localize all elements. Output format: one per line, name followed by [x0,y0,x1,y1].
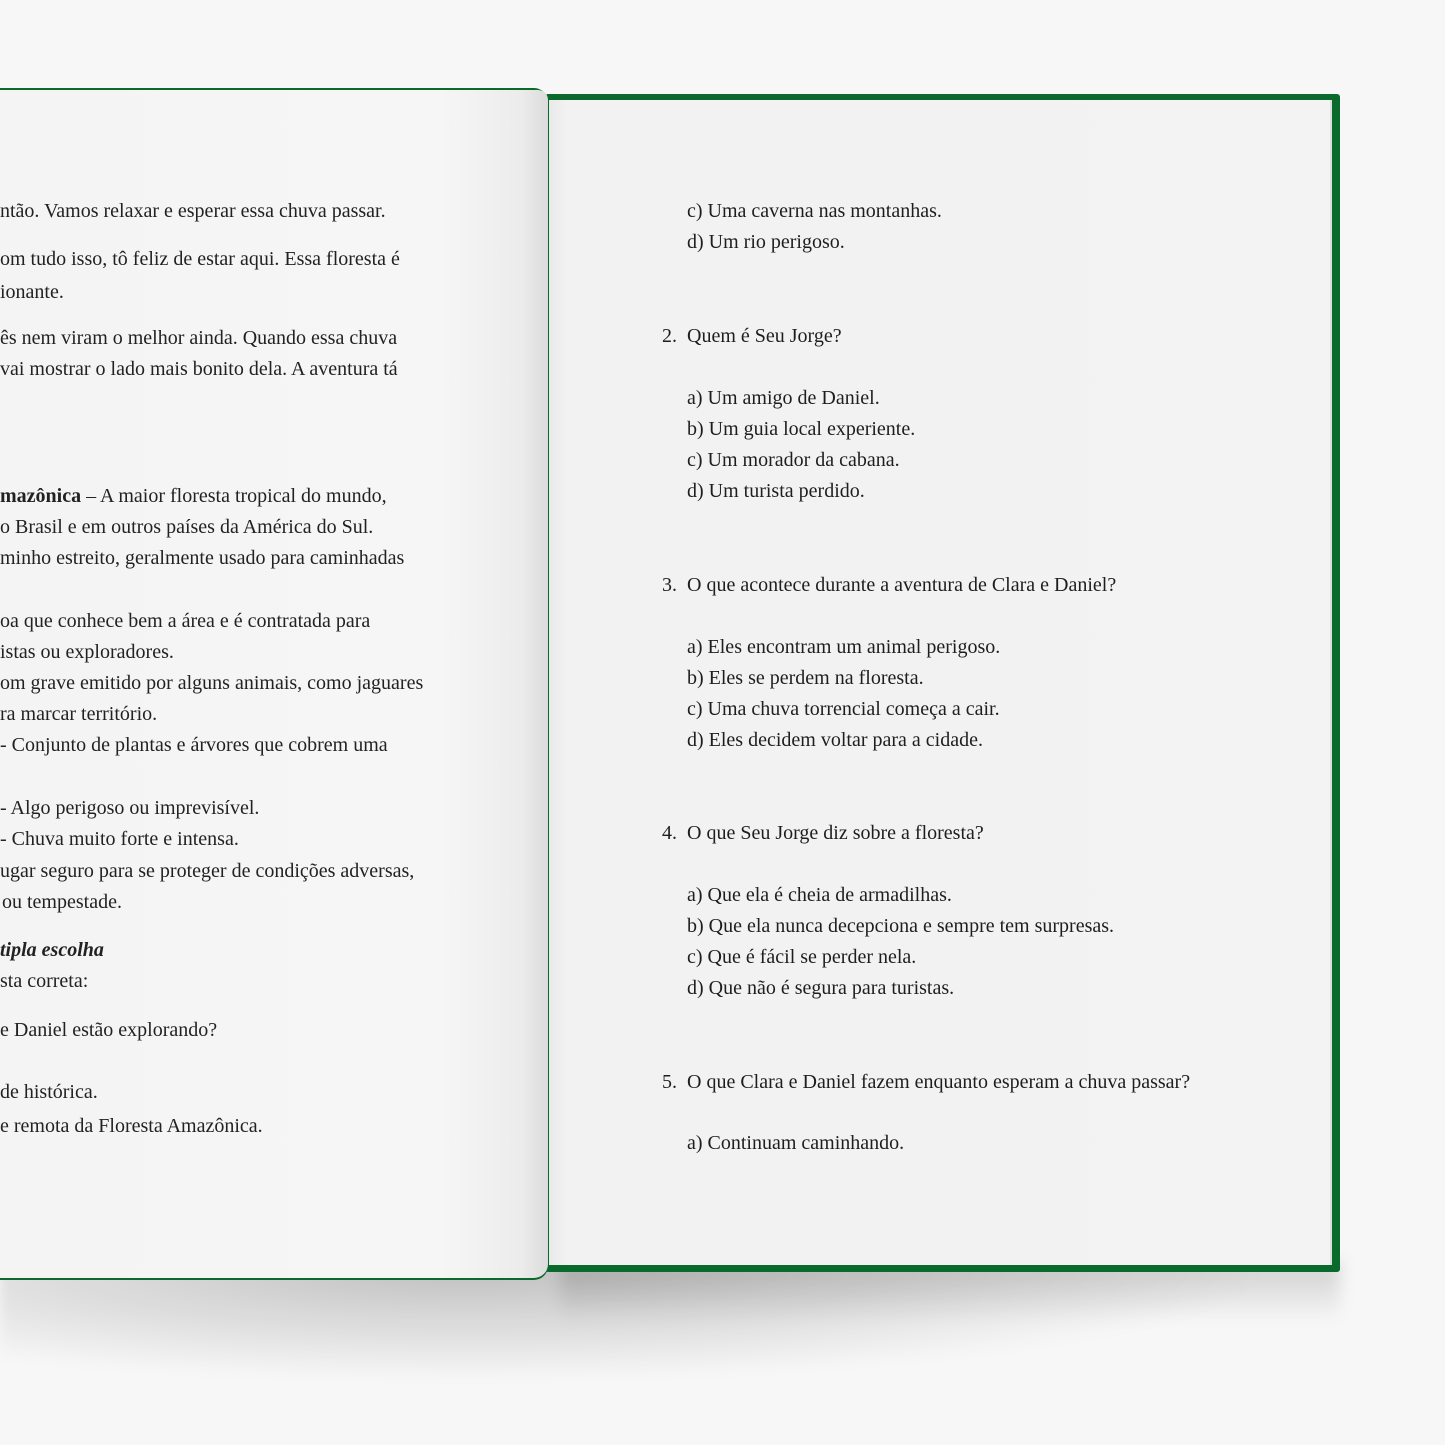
glossary-term: mazônica [0,485,82,507]
left-line: sta correta: [0,970,89,992]
question-5-option: a) Continuam caminhando. [687,1132,905,1154]
question-2-option: b) Um guia local experiente. [687,418,916,440]
left-line: om tudo isso, tô feliz de estar aqui. Essa floresta é [0,248,400,270]
section-heading: tipla escolha [0,939,104,961]
left-line: ntão. Vamos relaxar e esperar essa chuva passar. [0,200,386,222]
question-2-option: c) Um morador da cabana. [687,449,900,471]
left-line: - Chuva muito forte e intensa. [0,828,239,850]
left-line: om grave emitido por alguns animais, como jaguares [0,672,424,694]
question-3-option: b) Eles se perdem na floresta. [687,667,924,689]
question-3-option: d) Eles decidem voltar para a cidade. [687,729,983,751]
question-5-text: O que Clara e Daniel fazem enquanto esperam a chuva passar? [687,1071,1191,1093]
left-line: e remota da Floresta Amazônica. [0,1115,263,1137]
question-2-option: a) Um amigo de Daniel. [687,387,880,409]
glossary-entry-amazonia [0,481,387,512]
question-4-option: d) Que não é segura para turistas. [687,977,955,999]
left-line: - Algo perigoso ou imprevisível. [0,797,260,819]
question-3-number: 3. [662,574,677,596]
left-line: ra marcar território. [0,703,158,725]
question-2-number: 2. [662,325,677,347]
left-line: istas ou exploradores. [0,641,174,663]
left-line: ugar seguro para se proteger de condições adversas, [0,860,415,882]
left-line: vai mostrar o lado mais bonito dela. A aventura tá [0,358,398,380]
left-line: - Conjunto de plantas e árvores que cobrem uma [0,734,388,756]
glossary-definition: – A maior floresta tropical do mundo, [86,485,387,507]
left-line: ês nem viram o melhor ainda. Quando essa chuva [0,327,398,349]
question-2-option: d) Um turista perdido. [687,480,865,502]
question-1-option: c) Uma caverna nas montanhas. [687,200,942,222]
question-4-option: a) Que ela é cheia de armadilhas. [687,884,952,906]
question-3-text: O que acontece durante a aventura de Clara e Daniel? [687,574,1117,596]
left-line: ou tempestade. [2,891,122,913]
question-4-text: O que Seu Jorge diz sobre a floresta? [687,822,984,844]
question-3-option: c) Uma chuva torrencial começa a cair. [687,698,1000,720]
question-5-number: 5. [662,1071,677,1093]
question-3-option: a) Eles encontram um animal perigoso. [687,636,1001,658]
left-line: e Daniel estão explorando? [0,1019,218,1041]
question-1-option: d) Um rio perigoso. [687,231,845,253]
left-line: ionante. [0,281,64,303]
question-4-option: c) Que é fácil se perder nela. [687,946,917,968]
question-4-option: b) Que ela nunca decepciona e sempre tem surpresas. [687,915,1115,937]
question-2-text: Quem é Seu Jorge? [687,325,842,347]
left-line: de histórica. [0,1081,98,1103]
left-line: o Brasil e em outros países da América do Sul. [0,516,374,538]
left-line: minho estreito, geralmente usado para caminhadas [0,547,405,569]
question-4-number: 4. [662,822,677,844]
left-line: oa que conhece bem a área e é contratada para [0,610,371,632]
